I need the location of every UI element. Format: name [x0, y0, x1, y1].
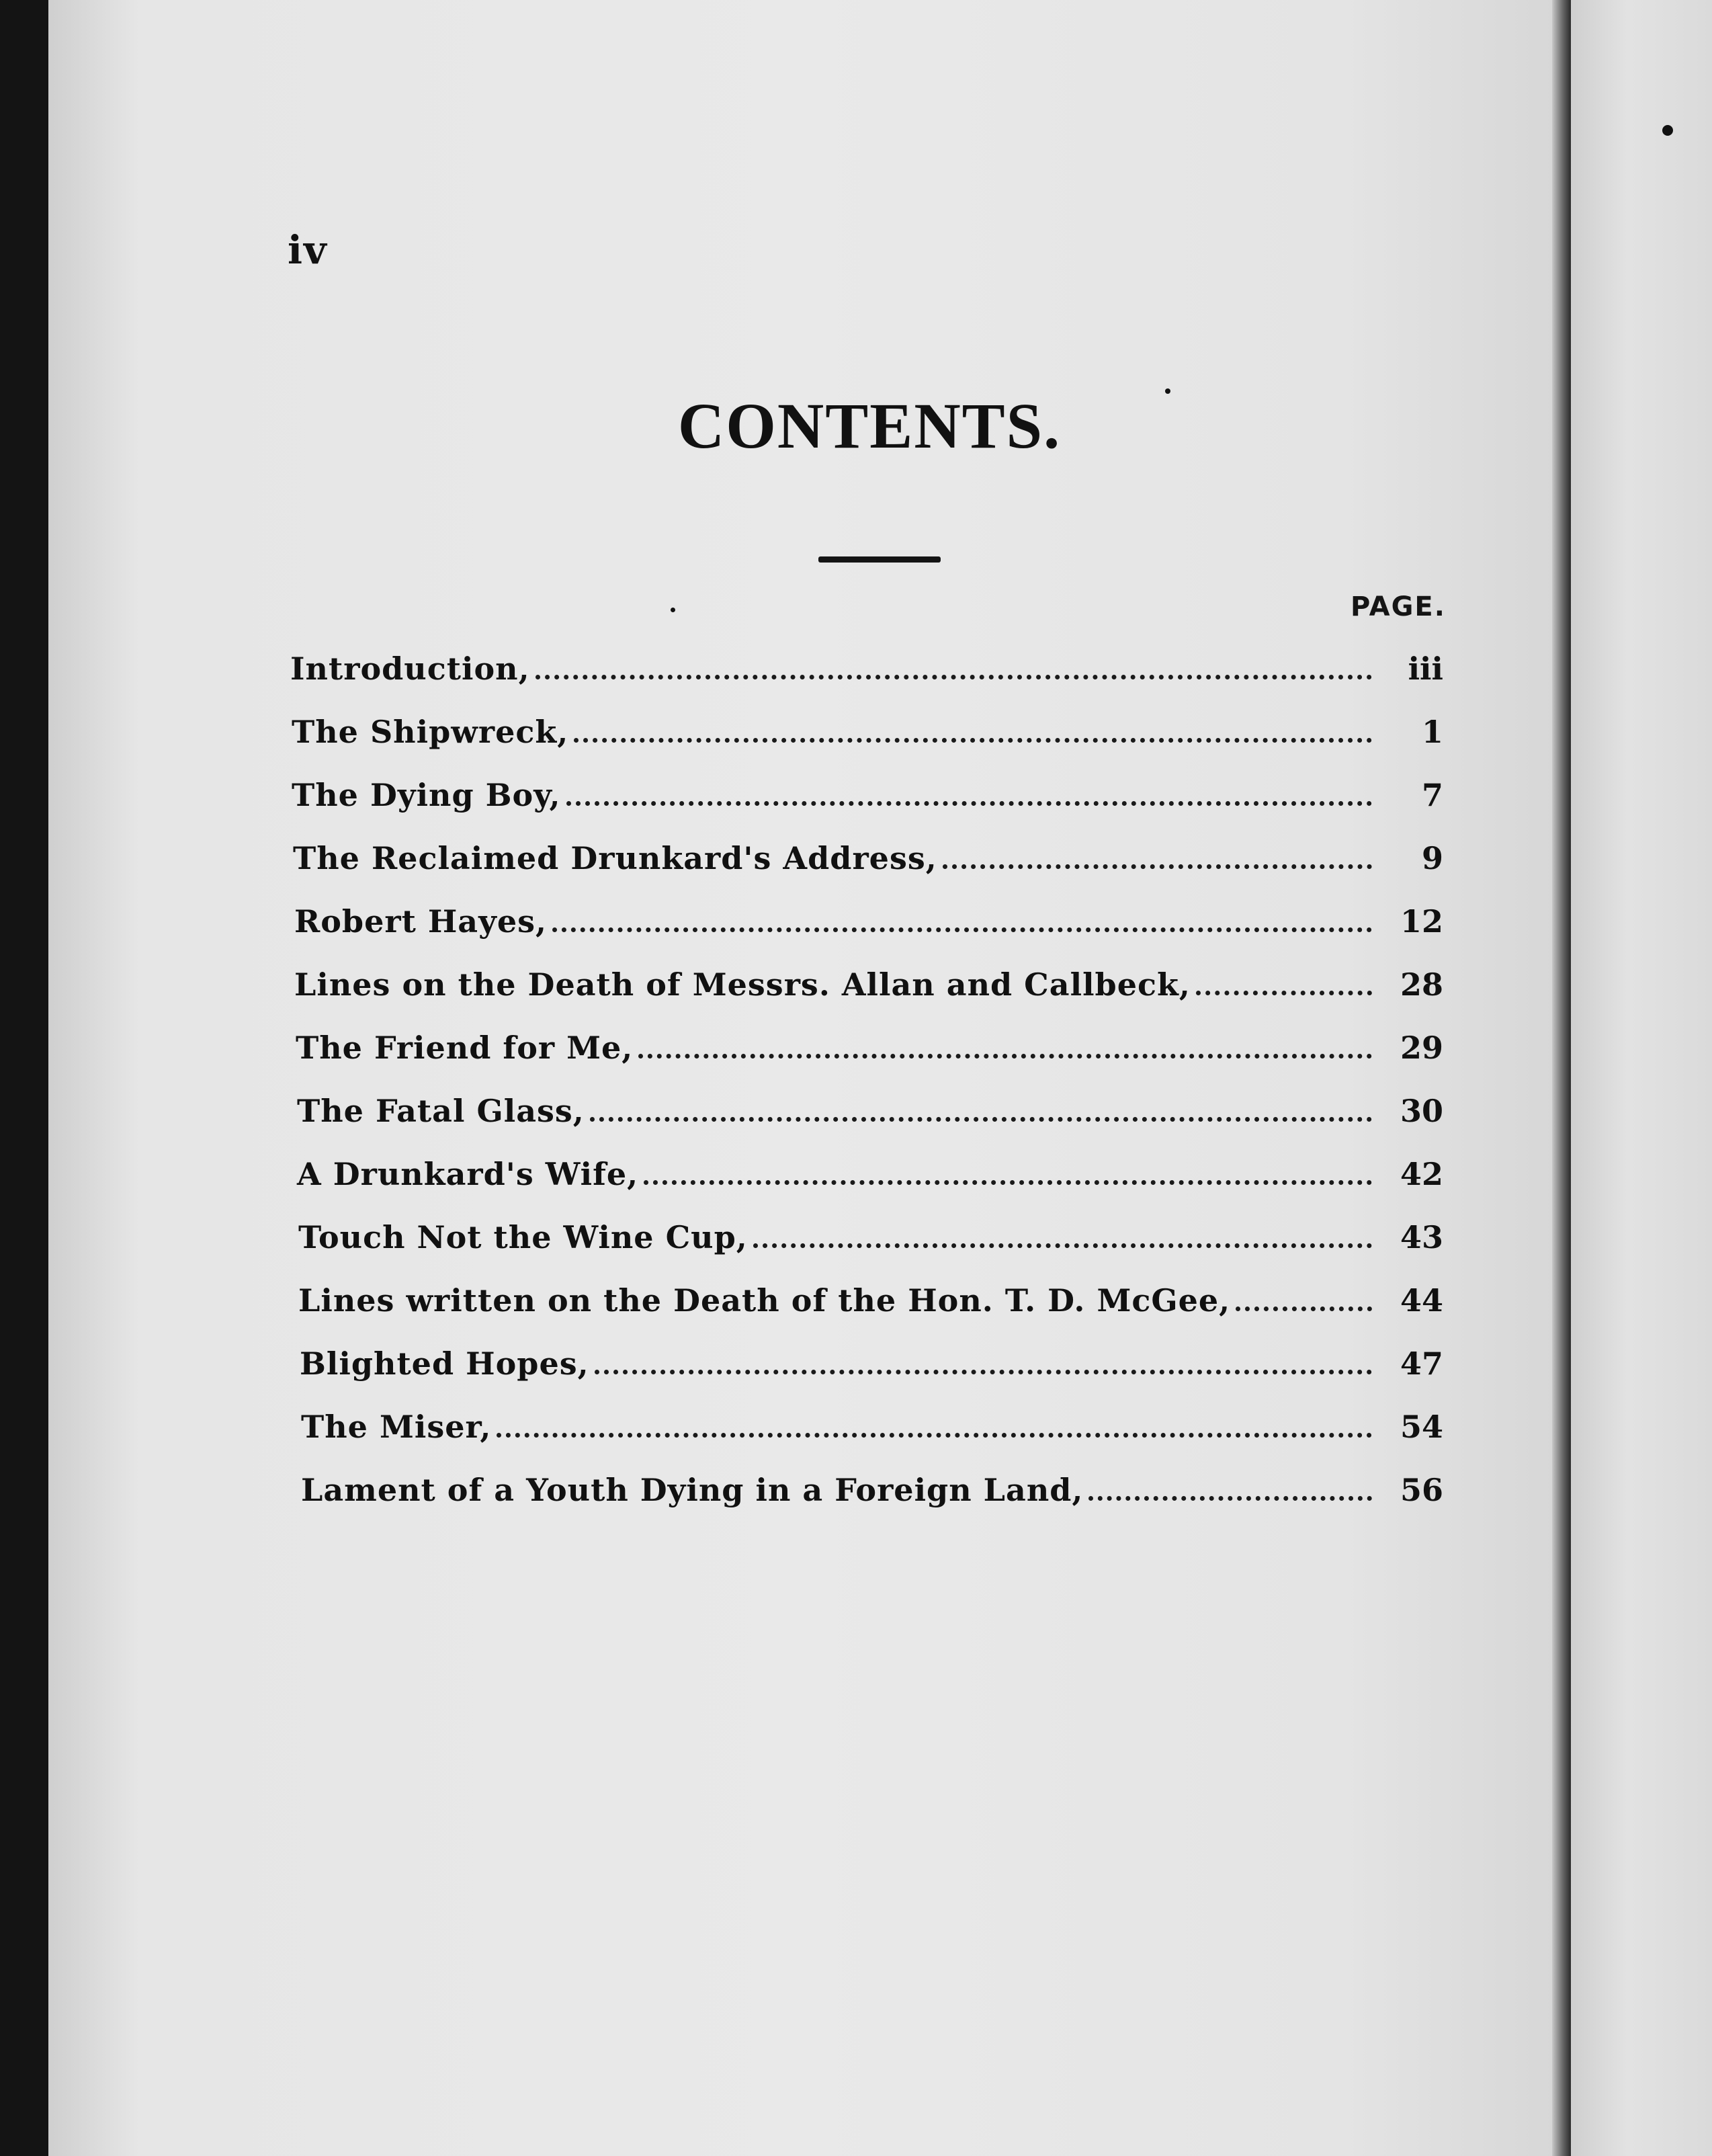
dot-leader	[1236, 1307, 1372, 1311]
toc-entry-page: 7	[1421, 777, 1443, 813]
toc-entry[interactable]	[293, 840, 1443, 903]
title-rule	[818, 556, 941, 563]
toc-entry-title: Blighted Hopes,	[300, 1345, 589, 1382]
book-spine-shadow	[1552, 0, 1571, 2156]
dot-leader	[574, 738, 1372, 743]
dot-leader	[590, 1117, 1372, 1122]
dot-leader	[536, 675, 1372, 679]
page-title: CONTENTS.	[677, 390, 1062, 462]
toc-entry-page: 44	[1400, 1282, 1443, 1319]
ink-speck	[1662, 125, 1673, 136]
toc-entry-page: 1	[1421, 714, 1443, 750]
toc-entry-title: The Miser,	[301, 1409, 492, 1445]
table-of-contents	[290, 651, 1443, 1535]
toc-entry[interactable]	[290, 651, 1443, 714]
toc-entry-title: Lines on the Death of Messrs. Allan and Callbeck,	[294, 966, 1191, 1003]
dot-leader	[753, 1243, 1372, 1248]
toc-entry-page: 9	[1421, 840, 1443, 876]
toc-entry-title: The Friend for Me,	[296, 1030, 634, 1066]
toc-entry[interactable]	[294, 903, 1443, 966]
toc-entry-page: 12	[1400, 903, 1443, 940]
page-number: iv	[288, 227, 328, 273]
dot-leader	[1196, 991, 1372, 995]
dot-leader	[644, 1180, 1372, 1185]
toc-entry-title: Robert Hayes,	[294, 903, 548, 940]
dot-leader	[552, 927, 1372, 932]
toc-entry-page: 42	[1400, 1156, 1443, 1192]
toc-entry-title: The Reclaimed Drunkard's Address,	[293, 840, 937, 876]
dot-leader	[943, 864, 1372, 869]
page-column-header: PAGE.	[1351, 591, 1446, 622]
toc-entry[interactable]	[292, 777, 1443, 840]
toc-entry[interactable]	[297, 1156, 1443, 1219]
toc-entry[interactable]	[297, 1093, 1443, 1156]
ink-speck	[671, 608, 675, 612]
toc-entry-page: iii	[1408, 651, 1443, 687]
toc-entry-page: 30	[1400, 1093, 1443, 1129]
toc-entry-page: 47	[1400, 1345, 1443, 1382]
dot-leader	[497, 1433, 1372, 1438]
toc-entry-title: The Dying Boy,	[292, 777, 561, 813]
toc-entry[interactable]	[298, 1219, 1443, 1282]
toc-entry[interactable]	[301, 1472, 1443, 1535]
toc-entry[interactable]	[301, 1409, 1443, 1472]
toc-entry-title: Lines written on the Death of the Hon. T. D. McGee,	[298, 1282, 1231, 1319]
toc-entry-page: 28	[1400, 966, 1443, 1003]
toc-entry[interactable]	[298, 1282, 1443, 1345]
toc-entry-title: The Fatal Glass,	[297, 1093, 585, 1129]
adjacent-page-edge	[1571, 0, 1712, 2156]
dot-leader	[638, 1054, 1372, 1059]
toc-entry-title: The Shipwreck,	[292, 714, 569, 750]
toc-entry-page: 43	[1400, 1219, 1443, 1255]
dot-leader	[566, 801, 1372, 806]
toc-entry[interactable]	[296, 1030, 1443, 1093]
dot-leader	[595, 1370, 1372, 1374]
toc-entry-title: Introduction,	[290, 651, 530, 687]
toc-entry-title: Lament of a Youth Dying in a Foreign Land,	[301, 1472, 1084, 1508]
toc-entry[interactable]	[292, 714, 1443, 777]
dot-leader	[1088, 1496, 1372, 1501]
toc-entry-title: A Drunkard's Wife,	[297, 1156, 639, 1192]
toc-entry[interactable]	[300, 1345, 1443, 1409]
toc-entry-page: 29	[1400, 1030, 1443, 1066]
toc-entry[interactable]	[294, 966, 1443, 1030]
toc-entry-page: 54	[1400, 1409, 1443, 1445]
toc-entry-page: 56	[1400, 1472, 1443, 1508]
toc-entry-title: Touch Not the Wine Cup,	[298, 1219, 748, 1255]
